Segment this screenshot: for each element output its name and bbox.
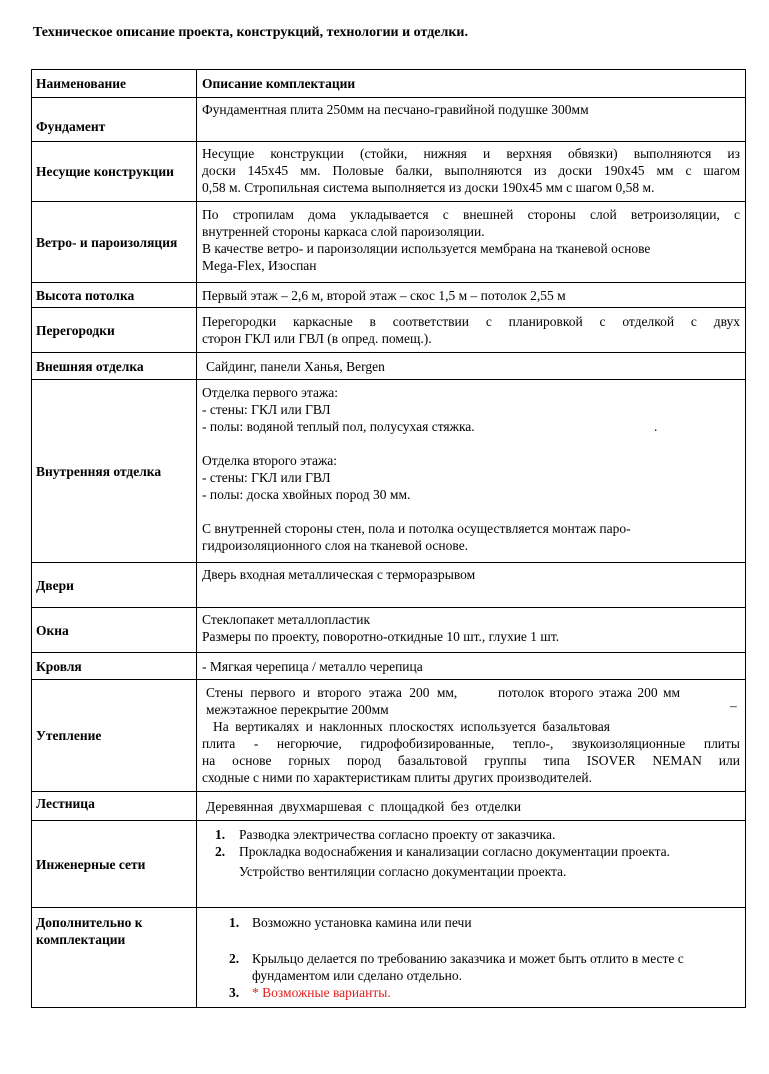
description-line: на основе горных пород базальтовой группы типа ISOVER NEMAN или (202, 753, 740, 768)
description-text: Стены первого и второго этажа 200 мм, (206, 685, 458, 700)
description-line: Деревянная двухмаршевая с площадкой без отделки (206, 798, 521, 814)
row-description (197, 98, 746, 142)
row-description (197, 653, 746, 680)
row-name: Фундамент (32, 98, 197, 142)
description-line: - стены: ГКЛ или ГВЛ (202, 470, 331, 485)
row-roof (32, 653, 746, 680)
row-name: Двери (32, 563, 197, 608)
description-line: Стеклопакет металлопластик (202, 612, 371, 627)
list-item (202, 984, 740, 1001)
row-windows (32, 608, 746, 653)
row-description (197, 353, 746, 380)
row-interior-finish (32, 380, 746, 563)
row-exterior-finish (32, 353, 746, 380)
description-line: сходные с ними по характеристикам плиты других производителей. (202, 770, 593, 785)
row-name: Лестница (32, 792, 197, 821)
row-name: Внешняя отделка (32, 353, 197, 380)
description-line: доски 145х45 мм. Половые балки, выполняются из доски 190х45 мм с шагом (202, 163, 740, 178)
row-name: Дополнительно к комплектации (32, 908, 197, 1008)
list-item (202, 826, 740, 843)
row-name: Высота потолка (32, 283, 197, 308)
description-line: Устройство вентиляции согласно документации проекта. (239, 864, 567, 879)
description-line: сторон ГКЛ или ГВЛ (в опред. помещ.). (202, 331, 432, 346)
description-line (202, 418, 740, 435)
description-text: - полы: водяной теплый пол, полусухая стяжка. (202, 419, 475, 434)
description-line: - Мягкая черепица / металло черепица (202, 658, 423, 674)
header-name: Наименование (32, 70, 197, 98)
row-description (197, 308, 746, 353)
description-line (202, 698, 740, 718)
row-partitions (32, 308, 746, 353)
description-text: – (730, 698, 737, 713)
row-name: Перегородки (32, 308, 197, 353)
blank-line (202, 503, 740, 520)
stray-dot: . (654, 419, 658, 434)
blank-line (202, 435, 740, 452)
description-line: Mega-Flex, Изоспан (202, 258, 317, 273)
list-text-accent: * Возможные варианты. (252, 985, 391, 1000)
description-text: межэтажное перекрытие 200мм (206, 702, 389, 717)
description-line: Сайдинг, панели Ханья, Bergen (206, 358, 385, 374)
row-description (197, 380, 746, 563)
description-line: С внутренней стороны стен, пола и потолка осуществляется монтаж паро- (202, 521, 631, 536)
additional-list (202, 914, 740, 1001)
row-engineering (32, 821, 746, 908)
row-name: Окна (32, 608, 197, 653)
description-line: В качестве ветро- и пароизоляции используется мембрана на тканевой основе (202, 241, 651, 256)
spec-table (31, 69, 746, 1008)
header-description: Описание комплектации (197, 70, 746, 98)
description-line: - полы: доска хвойных пород 30 мм. (202, 487, 411, 502)
row-ceiling-height (32, 283, 746, 308)
list-number: 1. (229, 915, 240, 930)
row-name: Утепление (32, 680, 197, 792)
list-number: 1. (215, 827, 226, 842)
engineering-list (202, 826, 740, 860)
row-description (197, 821, 746, 908)
description-line: Отделка первого этажа: (202, 385, 339, 400)
description-line: По стропилам дома укладывается с внешней стороны слой ветроизоляции, с (202, 207, 740, 222)
row-description (197, 908, 746, 1008)
row-name: Инженерные сети (32, 821, 197, 908)
row-name: Внутренняя отделка (32, 380, 197, 563)
table-header-row (32, 70, 746, 98)
description-text: потолок второго этажа 200 мм (498, 685, 681, 700)
row-name: Несущие конструкции (32, 142, 197, 202)
description-line: На вертикалях и наклонных плоскостях используется базальтовая (213, 719, 610, 734)
row-stairs (32, 792, 746, 821)
row-description (197, 680, 746, 792)
list-text: Разводка электричества согласно проекту от заказчика. (239, 827, 556, 842)
row-doors (32, 563, 746, 608)
description-line: Отделка второго этажа: (202, 453, 338, 468)
row-description (197, 202, 746, 283)
list-text: Крыльцо делается по требованию заказчика и может быть отлито в месте с фундаментом или сделано отдельно. (252, 951, 684, 983)
row-vapor-barrier (32, 202, 746, 283)
description-line: внутренней стороны каркаса слой пароизоляции. (202, 224, 485, 239)
list-number: 2. (229, 951, 240, 966)
list-text: Прокладка водоснабжения и канализации согласно документации проекта. (239, 844, 671, 859)
document-title: Техническое описание проекта, конструкций, технологии и отделки. (33, 25, 468, 40)
description-line (202, 684, 740, 701)
row-name: Ветро- и пароизоляция (32, 202, 197, 283)
description-line: Размеры по проекту, поворотно-откидные 10 шт., глухие 1 шт. (202, 629, 560, 644)
description-line: - стены: ГКЛ или ГВЛ (202, 402, 331, 417)
list-item (202, 843, 740, 860)
list-item (202, 950, 740, 984)
row-description (197, 563, 746, 608)
description-line: Дверь входная металлическая с терморазрывом (202, 567, 476, 582)
description-line: Перегородки каркасные в соответствии с планировкой с отделкой с двух (202, 314, 740, 329)
row-description (197, 142, 746, 202)
row-description (197, 792, 746, 821)
description-line: плита - негорючие, гидрофобизированные, тепло-, звукоизоляционные плиты (202, 736, 740, 751)
description-line: Фундаментная плита 250мм на песчано-гравийной подушке 300мм (202, 102, 589, 117)
list-text: Возможно установка камина или печи (252, 915, 472, 930)
row-additional (32, 908, 746, 1008)
row-load-bearing (32, 142, 746, 202)
description-line: гидроизоляционного слоя на тканевой основе. (202, 538, 469, 553)
description-line: 0,58 м. Стропильная система выполняется из доски 190х45 мм с шагом 0,58 м. (202, 180, 655, 195)
row-insulation (32, 680, 746, 792)
description-line: Несущие конструкции (стойки, нижняя и верхняя обвязки) выполняются из (202, 146, 740, 161)
list-item (202, 914, 740, 931)
row-foundation (32, 98, 746, 142)
row-name: Кровля (32, 653, 197, 680)
row-description (197, 283, 746, 308)
row-description (197, 608, 746, 653)
list-number: 2. (215, 844, 226, 859)
description-line: Первый этаж – 2,6 м, второй этаж – скос 1,5 м – потолок 2,55 м (202, 287, 566, 303)
list-number: 3. (229, 985, 240, 1000)
